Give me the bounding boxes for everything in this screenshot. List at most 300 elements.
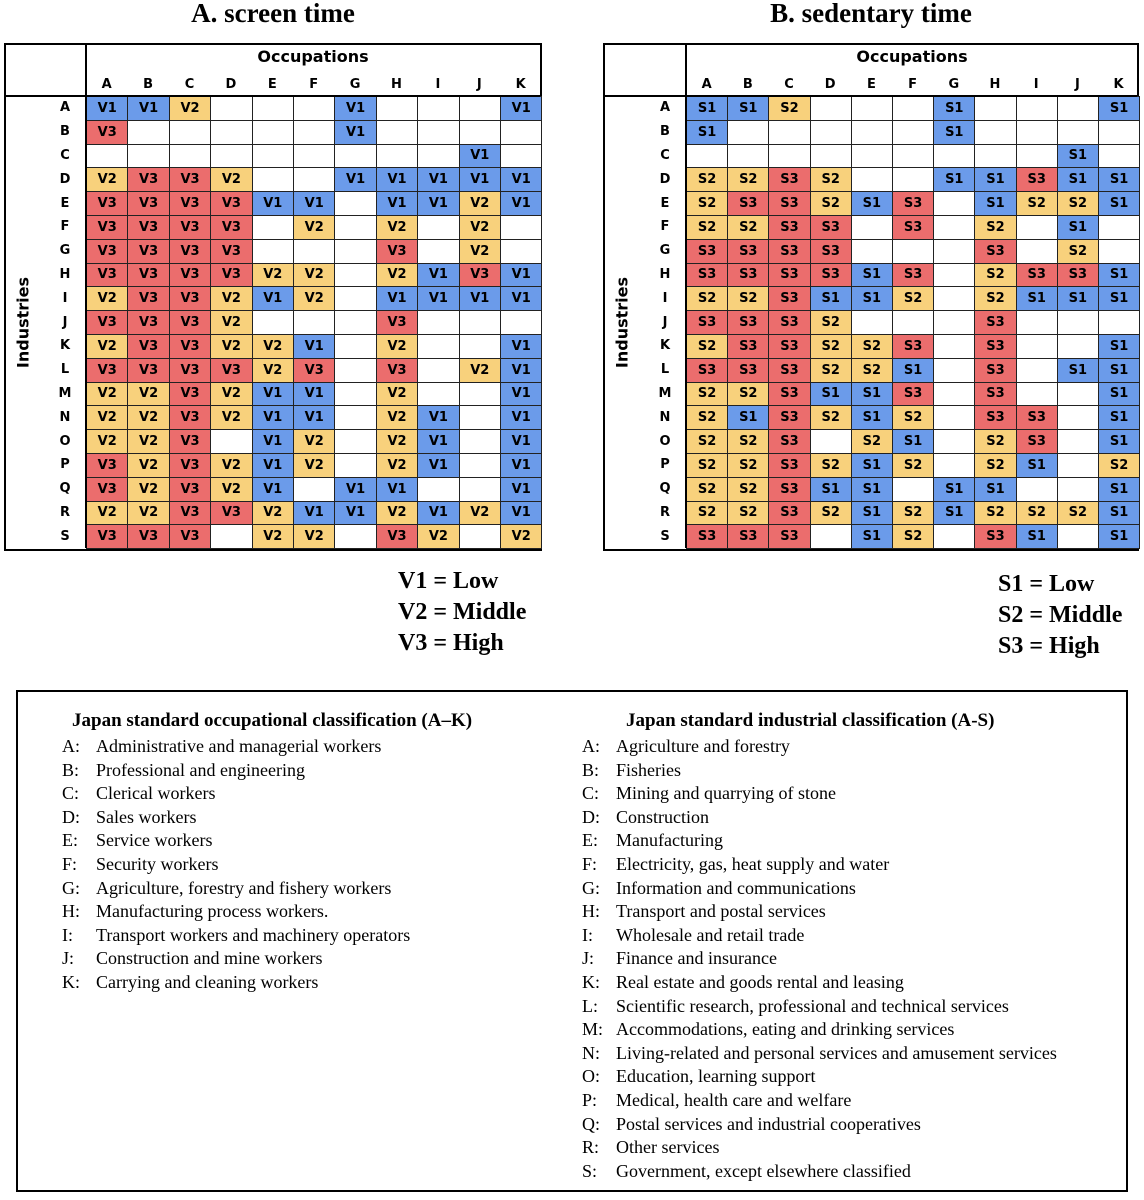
heatmap-cell	[933, 382, 975, 407]
heatmap-cell	[169, 144, 211, 169]
heatmap-cell: S3	[768, 215, 810, 240]
heatmap-cell: V3	[169, 453, 211, 478]
heatmap-cell	[1057, 405, 1099, 430]
heatmap-cell: S3	[727, 358, 769, 383]
heatmap-cell	[252, 310, 294, 335]
header-divider-vertical	[685, 45, 687, 548]
heatmap-cell	[293, 144, 335, 169]
heatmap-cell: V2	[376, 453, 418, 478]
heatmap-cell: V2	[459, 501, 501, 526]
heatmap-cell	[1057, 382, 1099, 407]
classification-label: Transport and postal services	[616, 901, 826, 922]
occupation-tick-label: G	[948, 76, 960, 92]
heatmap-cell: V2	[127, 501, 169, 526]
heatmap-cell: V1	[500, 477, 542, 502]
heatmap-cell	[1098, 239, 1140, 264]
heatmap-cell	[293, 477, 335, 502]
industry-tick-label: L	[60, 362, 70, 378]
heatmap-cell: V3	[169, 239, 211, 264]
heatmap-cell: V2	[86, 334, 128, 359]
heatmap-cell: V3	[127, 286, 169, 311]
header-divider-vertical	[85, 45, 87, 548]
classification-label: Other services	[616, 1137, 720, 1158]
heatmap-cell	[851, 144, 893, 169]
industry-tick-label: G	[59, 243, 71, 259]
occupation-tick-label: B	[742, 76, 753, 92]
classification-item	[582, 759, 1057, 783]
classification-code: H:	[582, 901, 600, 922]
classification-label: Agriculture, forestry and fishery workers	[96, 877, 392, 898]
heatmap-cell: S3	[768, 405, 810, 430]
heatmap-cell	[933, 191, 975, 216]
heatmap-cell	[417, 144, 459, 169]
heatmap-cell: S3	[768, 501, 810, 526]
heatmap-cell: V1	[252, 477, 294, 502]
heatmap-cell: V3	[127, 310, 169, 335]
classification-item	[62, 853, 410, 877]
industry-tick-label: H	[659, 266, 671, 282]
heatmap-cell	[210, 144, 252, 169]
heatmap-cell: S3	[686, 310, 728, 335]
heatmap-cell: V3	[86, 358, 128, 383]
heatmap-cell: V1	[459, 286, 501, 311]
heatmap-cell: S3	[768, 358, 810, 383]
classification-label: Fisheries	[616, 759, 681, 780]
heatmap-cell: S2	[892, 405, 934, 430]
classification-code: J:	[62, 948, 75, 969]
heatmap-cell: S1	[1057, 144, 1099, 169]
classification-item	[62, 900, 410, 924]
heatmap-cell: V1	[252, 286, 294, 311]
heatmap-cell	[459, 382, 501, 407]
heatmap-cell: S2	[727, 429, 769, 454]
heatmap-cell: S1	[1098, 263, 1140, 288]
heatmap-cell: V3	[127, 334, 169, 359]
heatmap-cell: V2	[376, 429, 418, 454]
classification-code: E:	[62, 830, 78, 851]
classification-item	[62, 947, 410, 971]
heatmap-cell: V1	[334, 167, 376, 192]
legend-low: S1 = Low	[998, 571, 1095, 597]
classification-label: Real estate and goods rental and leasing	[616, 971, 904, 992]
heatmap-cell: V3	[376, 310, 418, 335]
heatmap-cell: V2	[210, 405, 252, 430]
classification-code: R:	[582, 1137, 600, 1158]
heatmap-cell: V3	[169, 310, 211, 335]
heatmap-cell	[334, 382, 376, 407]
heatmap-cell: S2	[974, 453, 1016, 478]
heatmap-cell: S1	[1016, 286, 1058, 311]
industry-tick-label: A	[659, 100, 671, 116]
heatmap-cell	[1016, 358, 1058, 383]
heatmap-cell	[892, 239, 934, 264]
heatmap-cell	[810, 524, 852, 549]
classification-label: Medical, health care and welfare	[616, 1089, 852, 1110]
heatmap-cell: V2	[127, 405, 169, 430]
heatmap-cell: S3	[1057, 263, 1099, 288]
heatmap-cell	[293, 96, 335, 121]
heatmap-cell	[933, 263, 975, 288]
heatmap-cell: V1	[252, 382, 294, 407]
heatmap-cell: S2	[727, 286, 769, 311]
heatmap-cell: V1	[376, 477, 418, 502]
heatmap-cell: V2	[210, 286, 252, 311]
heatmap-cell	[851, 239, 893, 264]
heatmap-cell: S2	[810, 191, 852, 216]
heatmap-cell: V1	[500, 453, 542, 478]
panel-a-y-axis-title: Industries	[13, 276, 33, 369]
classification-code: G:	[62, 877, 80, 898]
heatmap-cell: V3	[376, 524, 418, 549]
heatmap-cell: V2	[293, 524, 335, 549]
heatmap-cell	[334, 310, 376, 335]
heatmap-cell	[1016, 310, 1058, 335]
panel-a-legend	[398, 566, 526, 659]
heatmap-cell: V2	[210, 477, 252, 502]
classification-item	[62, 829, 410, 853]
heatmap-cell: V1	[500, 263, 542, 288]
heatmap-cell: V1	[500, 358, 542, 383]
heatmap-cell: V1	[252, 405, 294, 430]
heatmap-cell: V1	[500, 382, 542, 407]
classification-code: G:	[582, 877, 600, 898]
heatmap-cell: V2	[293, 429, 335, 454]
heatmap-cell: S3	[768, 167, 810, 192]
heatmap-cell: S1	[810, 477, 852, 502]
heatmap-cell: V1	[417, 453, 459, 478]
heatmap-cell	[252, 239, 294, 264]
occupation-classification-list	[62, 735, 410, 995]
heatmap-cell: S2	[727, 215, 769, 240]
classification-code: D:	[62, 806, 80, 827]
heatmap-cell: S2	[686, 286, 728, 311]
heatmap-cell: S2	[892, 501, 934, 526]
heatmap-cell	[459, 310, 501, 335]
heatmap-cell	[293, 310, 335, 335]
classification-label: Clerical workers	[96, 783, 216, 804]
heatmap-cell	[1016, 334, 1058, 359]
heatmap-cell: S1	[1098, 358, 1140, 383]
industry-tick-label: N	[59, 409, 71, 425]
industry-tick-label: K	[659, 338, 671, 354]
heatmap-cell	[686, 144, 728, 169]
heatmap-cell	[376, 96, 418, 121]
heatmap-cell: S2	[851, 358, 893, 383]
classification-item	[582, 1089, 1057, 1113]
heatmap-cell	[500, 120, 542, 145]
heatmap-cell: S1	[892, 429, 934, 454]
heatmap-cell: S1	[1098, 405, 1140, 430]
heatmap-cell: V2	[127, 477, 169, 502]
heatmap-cell	[933, 405, 975, 430]
heatmap-cell	[459, 405, 501, 430]
heatmap-cell	[933, 358, 975, 383]
heatmap-cell: S3	[768, 263, 810, 288]
heatmap-cell	[417, 310, 459, 335]
heatmap-cell: S1	[974, 191, 1016, 216]
heatmap-cell: V3	[169, 215, 211, 240]
heatmap-cell: V3	[169, 405, 211, 430]
classification-code: B:	[62, 759, 80, 780]
occupation-tick-label: C	[784, 76, 794, 92]
classification-item	[582, 924, 1057, 948]
heatmap-cell: S1	[851, 524, 893, 549]
classification-item	[582, 1042, 1057, 1066]
classification-label: Scientific research, professional and technical services	[616, 995, 1009, 1016]
heatmap-cell: V2	[252, 358, 294, 383]
heatmap-cell: V3	[169, 477, 211, 502]
heatmap-cell: V3	[169, 263, 211, 288]
heatmap-cell: S1	[851, 191, 893, 216]
classification-label: Electricity, gas, heat supply and water	[616, 853, 890, 874]
heatmap-cell: S1	[1098, 96, 1140, 121]
heatmap-cell	[892, 120, 934, 145]
classification-label: Living-related and personal services and amusement services	[616, 1042, 1057, 1063]
heatmap-cell: V2	[417, 524, 459, 549]
heatmap-cell: S3	[727, 191, 769, 216]
heatmap-cell	[933, 144, 975, 169]
heatmap-cell: V3	[210, 501, 252, 526]
heatmap-cell: V2	[86, 167, 128, 192]
heatmap-cell	[810, 429, 852, 454]
heatmap-cell: V1	[500, 191, 542, 216]
heatmap-cell	[851, 96, 893, 121]
industry-tick-label: S	[60, 528, 70, 544]
classification-label: Security workers	[96, 853, 219, 874]
panel-b-title: B. sedentary time	[770, 0, 972, 28]
heatmap-cell	[459, 453, 501, 478]
classification-label: Manufacturing	[616, 830, 723, 851]
heatmap-cell: V1	[459, 167, 501, 192]
heatmap-cell	[334, 453, 376, 478]
classification-item	[582, 806, 1057, 830]
heatmap-cell: V1	[293, 501, 335, 526]
classification-code: H:	[62, 901, 80, 922]
heatmap-cell	[127, 120, 169, 145]
heatmap-cell: V2	[86, 286, 128, 311]
heatmap-cell: S1	[1098, 191, 1140, 216]
heatmap-cell: S1	[1057, 358, 1099, 383]
heatmap-cell: V3	[169, 167, 211, 192]
heatmap-cell: S3	[974, 310, 1016, 335]
panel-a-x-axis-title: Occupations	[257, 47, 369, 66]
heatmap-cell	[933, 453, 975, 478]
heatmap-cell: V3	[127, 191, 169, 216]
heatmap-cell: V1	[417, 263, 459, 288]
heatmap-cell: S1	[1057, 215, 1099, 240]
heatmap-cell: S3	[1016, 429, 1058, 454]
heatmap-cell: S2	[686, 405, 728, 430]
heatmap-cell: V2	[210, 167, 252, 192]
heatmap-cell: S2	[810, 310, 852, 335]
industry-tick-label: F	[660, 219, 670, 235]
heatmap-cell: V1	[334, 477, 376, 502]
heatmap-cell: S1	[851, 263, 893, 288]
industry-tick-label: Q	[59, 481, 71, 497]
heatmap-cell: V1	[417, 405, 459, 430]
heatmap-cell: V2	[252, 263, 294, 288]
heatmap-cell: S2	[810, 501, 852, 526]
heatmap-cell: V2	[293, 286, 335, 311]
classification-code: K:	[62, 971, 80, 992]
heatmap-cell: V2	[293, 453, 335, 478]
occupation-tick-label: E	[866, 76, 876, 92]
industry-tick-label: O	[59, 433, 71, 449]
heatmap-cell: S1	[1057, 286, 1099, 311]
heatmap-cell: V2	[169, 96, 211, 121]
industry-classification-title: Japan standard industrial classification (A-S)	[626, 710, 995, 731]
heatmap-cell: S3	[727, 310, 769, 335]
heatmap-cell: V1	[500, 334, 542, 359]
heatmap-cell: S1	[810, 286, 852, 311]
occupation-tick-label: K	[1113, 76, 1124, 92]
heatmap-cell: V3	[169, 429, 211, 454]
heatmap-cell: V1	[376, 191, 418, 216]
heatmap-cell: V1	[252, 453, 294, 478]
heatmap-cell: V3	[86, 263, 128, 288]
industry-tick-label: K	[59, 338, 71, 354]
heatmap-cell: S2	[810, 405, 852, 430]
heatmap-cell: S2	[727, 477, 769, 502]
heatmap-cell	[1016, 96, 1058, 121]
classification-label: Postal services and industrial cooperatives	[616, 1113, 921, 1134]
classification-code: C:	[62, 783, 80, 804]
heatmap-cell	[252, 96, 294, 121]
industry-tick-label: F	[60, 219, 70, 235]
heatmap-cell	[810, 96, 852, 121]
heatmap-cell: S2	[727, 167, 769, 192]
heatmap-cell: S2	[686, 453, 728, 478]
heatmap-cell: V3	[376, 358, 418, 383]
heatmap-cell	[892, 477, 934, 502]
heatmap-cell: V1	[376, 167, 418, 192]
occupation-tick-label: J	[476, 76, 482, 92]
classification-label: Information and communications	[616, 877, 856, 898]
heatmap-cell: V3	[86, 120, 128, 145]
heatmap-cell	[933, 310, 975, 335]
heatmap-cell: S1	[974, 167, 1016, 192]
heatmap-cell: V3	[169, 286, 211, 311]
heatmap-cell: S2	[686, 215, 728, 240]
heatmap-cell	[1057, 524, 1099, 549]
occupation-tick-label: D	[225, 76, 237, 92]
heatmap-cell: S1	[1098, 167, 1140, 192]
classification-item	[62, 924, 410, 948]
occupation-tick-label: A	[101, 76, 112, 92]
heatmap-cell	[210, 96, 252, 121]
classification-label: Mining and quarrying of stone	[616, 783, 836, 804]
heatmap-cell	[459, 429, 501, 454]
heatmap-cell: V2	[86, 501, 128, 526]
occupation-tick-label: I	[435, 76, 441, 92]
heatmap-cell: S1	[1098, 524, 1140, 549]
industry-tick-label: S	[660, 528, 670, 544]
heatmap-cell: S2	[686, 477, 728, 502]
heatmap-cell	[1098, 144, 1140, 169]
heatmap-cell: V1	[417, 501, 459, 526]
heatmap-cell	[1016, 144, 1058, 169]
heatmap-cell: S1	[1098, 477, 1140, 502]
heatmap-cell	[768, 120, 810, 145]
heatmap-cell: S3	[974, 382, 1016, 407]
heatmap-cell	[252, 167, 294, 192]
panel-b-x-axis-title: Occupations	[856, 47, 968, 66]
heatmap-cell: V3	[86, 310, 128, 335]
heatmap-cell	[334, 239, 376, 264]
occupation-classification-title: Japan standard occupational classification (A–K)	[72, 710, 473, 731]
heatmap-cell: S3	[768, 524, 810, 549]
heatmap-cell: S3	[892, 382, 934, 407]
classification-code: Q:	[582, 1113, 600, 1134]
heatmap-cell	[417, 96, 459, 121]
classification-code: F:	[62, 853, 78, 874]
heatmap-cell	[1057, 120, 1099, 145]
panel-a-title: A. screen time	[191, 0, 355, 28]
classification-label: Government, except elsewhere classified	[616, 1160, 911, 1181]
heatmap-cell: S1	[933, 120, 975, 145]
classification-code: I:	[62, 924, 73, 945]
heatmap-cell	[127, 144, 169, 169]
heatmap-cell: S1	[1098, 429, 1140, 454]
heatmap-cell	[1098, 310, 1140, 335]
heatmap-cell	[1057, 334, 1099, 359]
heatmap-cell: V1	[293, 382, 335, 407]
heatmap-cell	[334, 286, 376, 311]
legend-middle: V2 = Middle	[398, 599, 527, 625]
classification-label: Construction and mine workers	[96, 948, 323, 969]
industry-tick-label: I	[662, 290, 668, 306]
classification-label: Agriculture and forestry	[616, 736, 790, 756]
classification-code: L:	[582, 995, 598, 1016]
occupation-tick-label: F	[309, 76, 319, 92]
heatmap-cell: S2	[686, 191, 728, 216]
industry-tick-label: M	[58, 385, 72, 401]
industry-tick-label: R	[659, 504, 670, 520]
industry-tick-label: B	[660, 124, 670, 140]
heatmap-cell	[1098, 215, 1140, 240]
panel-b-legend	[998, 569, 1122, 662]
heatmap-cell: V2	[376, 334, 418, 359]
classification-code: B:	[582, 759, 600, 780]
heatmap-cell: V3	[127, 524, 169, 549]
heatmap-cell	[334, 429, 376, 454]
industry-tick-label: I	[62, 290, 68, 306]
heatmap-cell	[1016, 239, 1058, 264]
legend-high: S3 = High	[998, 633, 1100, 659]
heatmap-cell	[1057, 453, 1099, 478]
classification-item	[62, 806, 410, 830]
heatmap-cell: S2	[810, 334, 852, 359]
industry-tick-label: O	[659, 433, 671, 449]
heatmap-cell: V3	[210, 239, 252, 264]
heatmap-cell: S3	[768, 429, 810, 454]
heatmap-cell: V1	[500, 405, 542, 430]
heatmap-cell: V2	[210, 334, 252, 359]
heatmap-cell: S2	[974, 501, 1016, 526]
classification-code: F:	[582, 853, 598, 874]
heatmap-cell: V1	[86, 96, 128, 121]
heatmap-cell	[1057, 96, 1099, 121]
heatmap-cell: V3	[210, 263, 252, 288]
classification-label: Finance and insurance	[616, 948, 777, 969]
heatmap-cell: S2	[727, 501, 769, 526]
heatmap-cell: S2	[892, 453, 934, 478]
heatmap-cell: V3	[127, 263, 169, 288]
occupation-tick-label: E	[267, 76, 277, 92]
heatmap-cell: S3	[686, 263, 728, 288]
heatmap-cell: S1	[727, 96, 769, 121]
heatmap-cell	[86, 144, 128, 169]
